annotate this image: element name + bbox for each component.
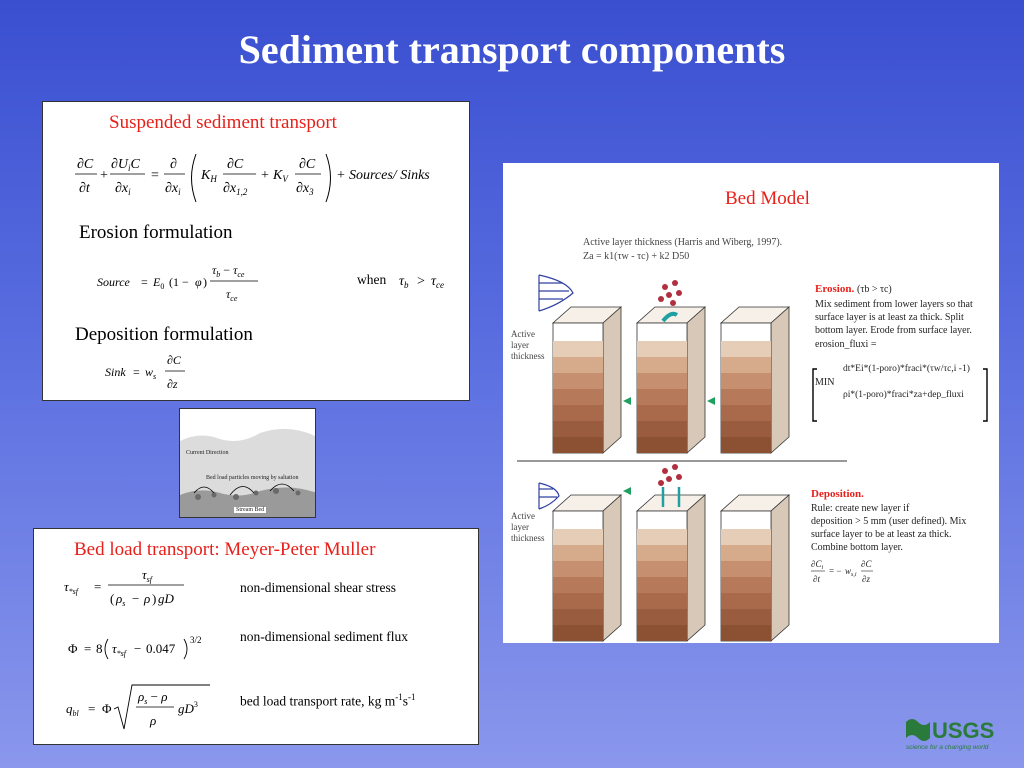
active-layer-thickness-label-2: Active layer thickness: [511, 511, 545, 543]
svg-text:∂x3: $\partial x_3$: [296, 181, 314, 197]
deposition-text-2: deposition > 5 mm (user defined). Mix: [811, 516, 967, 527]
critical-shields: 0.047: [146, 641, 176, 656]
bed-model-panel: [503, 163, 999, 643]
svg-text:ρs: $\rho_s$: [116, 591, 126, 608]
usgs-wordmark: USGS: [932, 718, 995, 743]
saltation-diagram: [180, 409, 316, 518]
svg-text:∂z: ∂z: [862, 574, 870, 584]
svg-text:∂C: ∂C: [299, 157, 316, 172]
svg-text:∂Ci: $\partial C_i$: [811, 559, 824, 571]
svg-text:∂x1,2: $\partial x_{1,2}$: [223, 181, 248, 197]
svg-text:Sink: Sink: [105, 365, 126, 379]
svg-text:+: +: [337, 168, 345, 183]
deposition-sink-equation: [103, 352, 203, 396]
svg-text:∂t: ∂t: [79, 181, 90, 196]
shear-stress-label: non-dimensional shear stress: [240, 580, 396, 595]
svg-text:τ*sf: $\tau_{*sf}$: [112, 641, 126, 658]
column-5: [637, 495, 705, 641]
svg-text:∂xi: $\partial x_i$: [115, 181, 131, 197]
deposition-text-1: Rule: create new layer if: [811, 503, 910, 514]
svg-text:∂C: ∂C: [77, 157, 94, 172]
svg-text:∂t: ∂t: [813, 574, 820, 584]
column-1: [553, 307, 621, 453]
svg-text:ws: $w_s$: [145, 365, 157, 381]
svg-text:+: +: [261, 168, 269, 183]
svg-text:E0: $E_0$: [153, 275, 165, 291]
svg-text:=: =: [141, 275, 148, 289]
svg-text:−: −: [134, 641, 142, 656]
svg-text:): ): [152, 591, 157, 606]
deposition-title: Deposition.: [811, 488, 864, 500]
svg-text:>: >: [417, 274, 425, 289]
erosion-text-3: bottom layer. Erode from surface layer.: [815, 325, 972, 336]
svg-text:∂z: ∂z: [167, 377, 178, 391]
column-3: [721, 307, 789, 453]
column-6: [721, 495, 789, 641]
svg-text:τce: $\tau_{ce}$: [431, 274, 445, 290]
usgs-logo-graphic: [904, 714, 1000, 752]
sources-sinks-term: Sources/ Sinks: [349, 168, 430, 183]
suspended-heading: Suspended sediment transport: [109, 112, 337, 133]
svg-text:gD3: $gD^3$: [178, 700, 198, 716]
deposition-text-3: surface layer to be at least za thick.: [811, 529, 952, 540]
erosion-when-label: when: [357, 272, 387, 287]
slide-title: Sediment transport components: [238, 27, 786, 72]
svg-text:Source: Source: [97, 275, 130, 289]
min-line-2: ρi*(1-poro)*fraci*za+dep_fluxi: [843, 390, 964, 400]
svg-text:(1 −: (1 −: [169, 275, 189, 289]
svg-text:τce: $\tau_{ce}$: [226, 287, 238, 303]
svg-text:τb − τce: $\tau_b - \tau_{ce}$: [212, 263, 245, 279]
svg-text:ρs − ρ: $\rho_s - \rho$: [138, 689, 168, 706]
svg-text:ρ: ρ: [150, 713, 157, 728]
svg-text:ws,i: $w_{s,i}$: [845, 566, 857, 578]
flux-coefficient: 8: [96, 641, 103, 656]
column-4: [553, 495, 621, 641]
erosion-title: Erosion. (τb > τc): [815, 283, 892, 295]
svg-text:τb: $\tau_b$: [399, 274, 409, 290]
svg-text:∂C: ∂C: [861, 559, 872, 569]
usgs-logo: [904, 714, 1000, 752]
svg-text:KH: $K_H$: [201, 168, 217, 184]
column-2: [637, 307, 705, 453]
saltation-particles-label: Bed load particles moving by saltation: [206, 475, 299, 481]
erosion-formulation-label: Erosion formulation: [79, 222, 233, 243]
deposition-equation: [809, 555, 889, 589]
stream-bed-label: Stream Bed: [236, 507, 265, 513]
bed-model-heading: Bed Model: [725, 188, 810, 209]
current-direction-label: Current Direction: [186, 450, 229, 456]
svg-text:∂: ∂: [170, 157, 177, 172]
sediment-flux-label: non-dimensional sediment flux: [240, 629, 408, 644]
svg-text:KV: $K_V$: [273, 168, 288, 184]
deposition-formulation-label: Deposition formulation: [75, 324, 253, 345]
svg-text:=: =: [88, 701, 96, 716]
svg-text:φ: φ: [195, 275, 202, 289]
svg-text:): ): [203, 275, 207, 289]
svg-text:∂C: ∂C: [227, 157, 244, 172]
svg-text:∂xi: $\partial x_i$: [165, 181, 181, 197]
erosion-text-1: Mix sediment from lower layers so that: [815, 299, 973, 310]
svg-text:Φ: Φ: [102, 701, 112, 716]
svg-text:∂C: ∂C: [167, 353, 181, 367]
svg-text:(: (: [110, 591, 115, 606]
flux-exponent: 3/2: [190, 635, 202, 645]
transport-rate-equation: [62, 679, 222, 737]
deposition-text-4: Combine bottom layer.: [811, 542, 903, 553]
svg-text:τsf: $\tau_{sf}$: [142, 567, 152, 584]
svg-text:=: =: [151, 168, 159, 183]
active-layer-thickness-label: Active layer thickness: [511, 329, 545, 361]
shear-stress-equation: [60, 565, 230, 611]
bed-load-heading: Bed load transport: Meyer-Peter Muller: [74, 539, 376, 560]
saltation-figure: [179, 408, 316, 518]
svg-text:=: =: [94, 579, 102, 594]
erosion-text-2: surface layer is at least za thick. Split: [815, 312, 964, 323]
sediment-flux-equation: [64, 629, 224, 669]
svg-text:τ*sf: $\tau_{*sf}$: [64, 579, 78, 596]
svg-text:= −: = −: [829, 566, 842, 576]
svg-text:ρ: ρ: [144, 591, 151, 606]
erosion-flux-label: erosion_fluxi =: [815, 339, 877, 350]
erosion-source-equation: [95, 260, 275, 306]
erosion-condition: [397, 268, 459, 292]
svg-text:+: +: [100, 168, 108, 183]
svg-text:qbl: $q_{bl}$: [66, 701, 79, 718]
svg-text:gD: gD: [158, 591, 174, 606]
svg-text:=: =: [133, 365, 140, 379]
transport-rate-label: bed load transport rate, kg $m^{-1}s^{-1}$: [240, 692, 416, 709]
min-label: MIN: [815, 377, 835, 388]
bed-load-panel: [33, 528, 479, 745]
svg-text:∂UiC: $\partial U_iC$: [111, 157, 140, 173]
svg-text:−: −: [132, 591, 140, 606]
svg-text:=: =: [84, 641, 92, 656]
min-line-1: dt*Ei*(1-poro)*fraci*(τw/τc,i -1): [843, 364, 970, 374]
suspended-sediment-panel: [42, 101, 470, 401]
active-layer-line2: Za = k1(τw - τc) + k2 D50: [583, 251, 690, 262]
svg-text:Φ: Φ: [68, 641, 78, 656]
usgs-tagline: science for a changing world: [906, 744, 989, 751]
active-layer-line1: Active layer thickness (Harris and Wiberg, 1997).: [583, 237, 783, 248]
